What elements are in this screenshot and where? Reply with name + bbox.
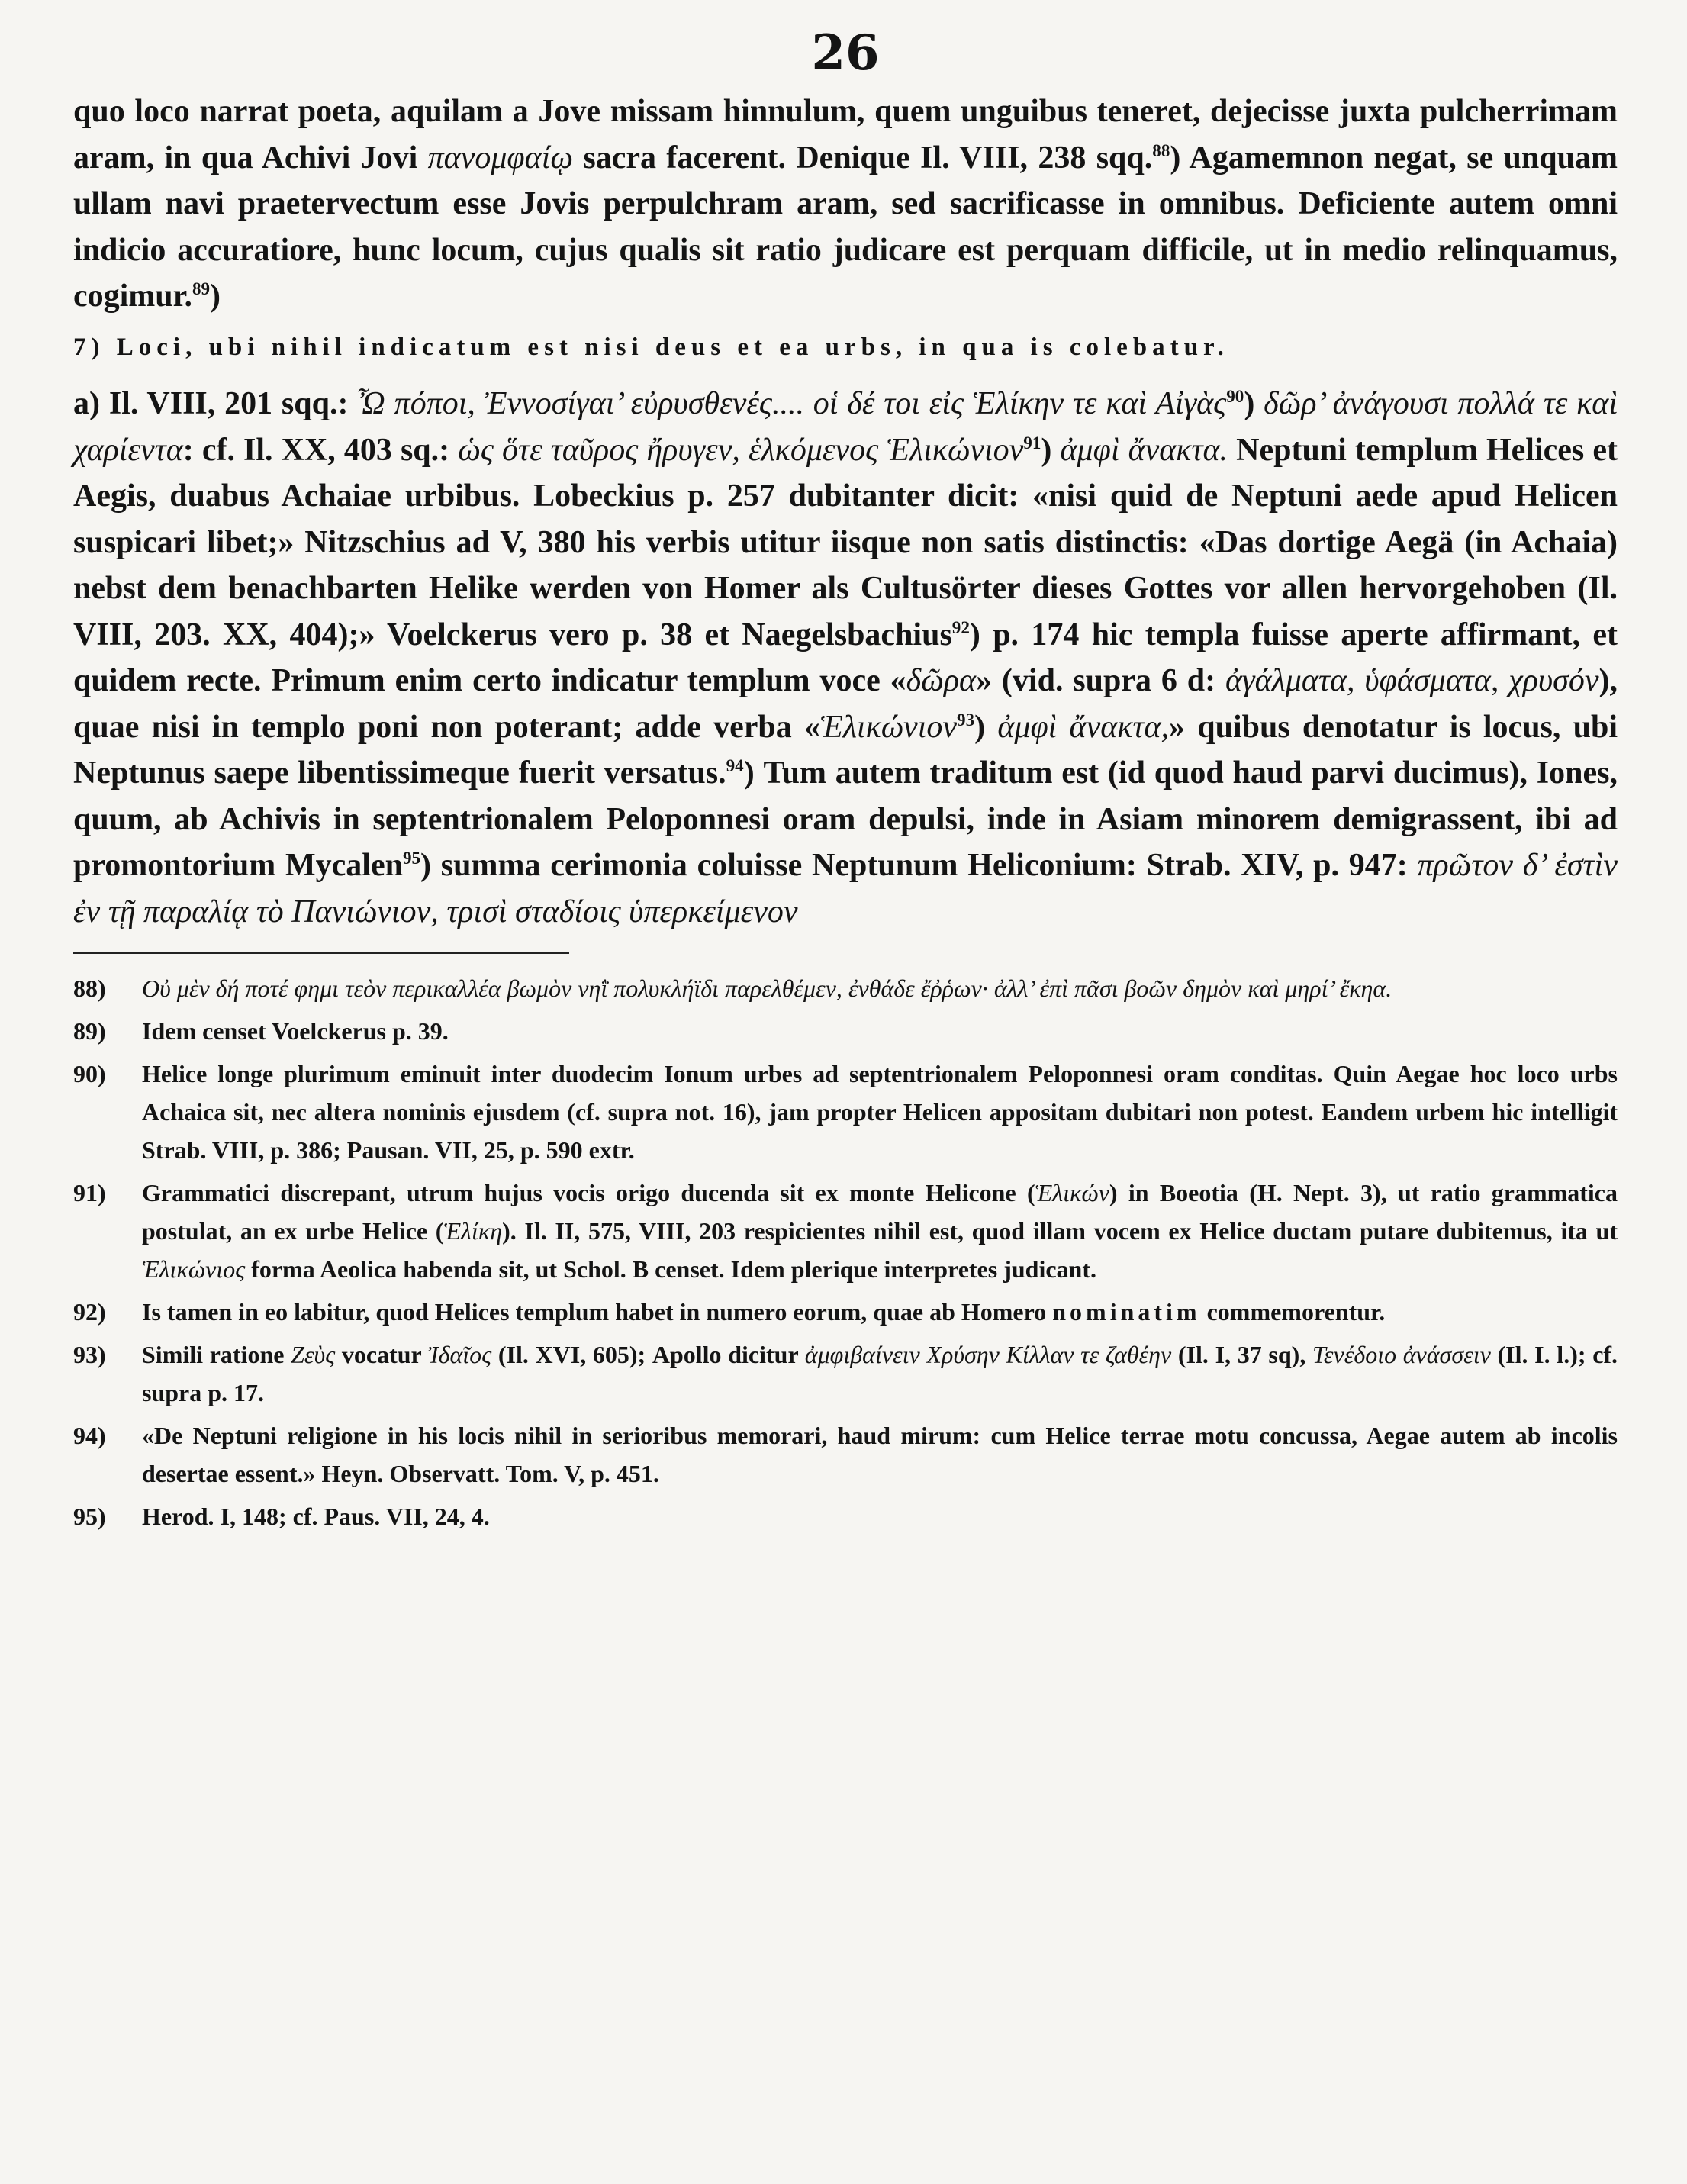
footnote-number: 93) (73, 1341, 106, 1368)
footnote-number: 89) (73, 1017, 106, 1045)
main-text (73, 89, 1618, 935)
greek-quote: Ἑλίκη (443, 1217, 503, 1245)
footnote-text (142, 1293, 1618, 1331)
footnote-ref: 92 (951, 617, 970, 637)
footnote (73, 969, 1618, 1007)
paragraph (73, 89, 1618, 320)
text-run: ) Agamemnon negat, se unquam ullam navi praetervectum esse Jovis perpulchram aram, sed sacrificasse in omnibus. Deficiente autem omni indicio accuratiore, hunc locum, cujus qualis sit ratio judicare est perquam difficile, ut in medio relinquamus, cogimur. (73, 140, 1618, 314)
footnote-ref: 94 (726, 755, 744, 775)
greek-quote: ἀγάλματα, ὑφάσματα, χρυσόν (1225, 663, 1599, 698)
footnote-number: 88) (73, 974, 106, 1002)
footnote-text (142, 1012, 1618, 1050)
text-run: commemorentur. (1200, 1298, 1386, 1326)
footnote-text (142, 1174, 1618, 1288)
text-run: ) p. 174 hic templa fuisse aperte affirmant, et quidem recte. Primum enim certo indicatur templum voce « (73, 617, 1618, 698)
text-run: ) (210, 279, 221, 314)
greek-quote: ἀμφὶ ἄνακτα, (997, 709, 1170, 745)
text-run: (Il. I. l.); cf. supra p. 17. (142, 1341, 1618, 1406)
greek-quote: Ἰδαῖος (427, 1341, 492, 1368)
greek-quote: Τενέδοιο ἀνάσσειν (1312, 1341, 1491, 1368)
text-run: 7) Loci, ubi nihil indicatum est nisi deus et ea urbs, in qua is colebatur. (73, 333, 1229, 361)
text-run: a) Il. VIII, 201 sqq.: (73, 386, 358, 421)
greek-quote: πανομφαίῳ (427, 140, 574, 176)
footnote-number: 92) (73, 1298, 106, 1326)
text-run: ) summa cerimonia coluisse Neptunum Heliconium: Strab. XIV, p. 947: (420, 848, 1418, 883)
greek-quote: ἀμφὶ ἄνακτα. (1060, 432, 1228, 468)
footnote-number: 94) (73, 1422, 106, 1449)
footnote-ref: 88 (1152, 140, 1170, 160)
text-run: Is tamen in eo labitur, quod Helices templum habet in numero eorum, quae ab Homero (142, 1298, 1053, 1326)
footnote-text (142, 1335, 1618, 1412)
paragraph (73, 381, 1618, 935)
text-run: (Il. I, 37 sq), (1171, 1341, 1312, 1368)
footnote (73, 1012, 1618, 1050)
footnote-ref: 91 (1023, 432, 1041, 453)
greek-quote: ὡς ὅτε ταῦρος ἤρυγεν, ἑλκόμενος Ἑλικώνιον (458, 432, 1024, 468)
footnote (73, 1293, 1618, 1331)
text-run: Helice longe plurimum eminuit inter duodecim Ionum urbes ad septentrionalem Peloponnesi oram conditas. Quin Aegae hoc loco urbs Achaica sit, nec altera nominis ejusdem (cf. supra not. 16), jam propter Helicen appositam dubitari non potest. Eandem urbem hic intelligit Strab. VIII, p. 386; Pausan. VII, 25, p. 590 extr. (142, 1060, 1618, 1164)
spaced-text: nominatim (1052, 1298, 1201, 1326)
text-run: » (vid. supra 6 d: (976, 663, 1225, 698)
greek-quote: Ἑλικών (1035, 1179, 1109, 1206)
text-run: ) (1041, 432, 1061, 468)
section-heading (73, 324, 1618, 371)
text-run: ). Il. II, 575, VIII, 203 respicientes nihil est, quod illam vocem ex Helice ductam putare dubitemus, ita ut (502, 1217, 1618, 1245)
text-run: Idem censet Voelckerus p. 39. (142, 1017, 449, 1045)
page-number: 26 (811, 24, 880, 82)
text-run: ) (1244, 386, 1264, 421)
greek-quote: Οὐ μὲν δή ποτέ φημι τεὸν περικαλλέα βωμὸν νηῒ πολυκλήϊδι παρελθέμεν, ἐνθάδε ἔῤῥων· ἀλλ’ ἐπὶ πᾶσι βοῶν δημὸν καὶ μηρί’ ἔκηα. (142, 974, 1392, 1002)
greek-quote: πρῶτον δ’ ἐστὶν ἐν τῇ παραλίᾳ τὸ Πανιώνιον, τρισὶ σταδίοις ὑπερκείμενον (73, 848, 1618, 929)
footnote-ref: 93 (957, 709, 975, 730)
text-run: ) in Boeotia (H. Nept. 3), ut ratio grammatica postulat, an ex urbe Helice ( (142, 1179, 1618, 1245)
text-run: Herod. I, 148; cf. Paus. VII, 24, 4. (142, 1503, 490, 1530)
text-run: Neptuni templum Helices et Aegis, duabus Achaiae urbibus. Lobeckius p. 257 dubitanter dicit: «nisi quid de Neptuni aede apud Helicen suspicari libet;» Nitzschius ad V, 380 his verbis utitur iisque non satis distinctis: «Das dortige Aegä (in Achaia) nebst dem benachbarten Helike werden von Homer als Cultusörter dieses Gottes vor allen hervorgehoben (Il. VIII, 203. XX, 404);» Voelckerus vero p. 38 et Naegelsbachius (73, 432, 1618, 652)
greek-quote: δῶρ’ ἀνάγουσι πολλά τε καὶ χαρίεντα (73, 386, 1618, 468)
footnote-text (142, 1416, 1618, 1493)
footnote-ref: 95 (402, 848, 421, 868)
text-run: ), quae nisi in templo poni non poterant; adde verba « (73, 663, 1618, 745)
footnote-text (142, 969, 1618, 1007)
footnote-number: 90) (73, 1060, 106, 1087)
footnote-ref: 89 (192, 279, 211, 298)
footnote (73, 1055, 1618, 1169)
text-run: quo loco narrat poeta, aquilam a Jove missam hinnulum, quem unguibus teneret, dejecisse juxta pulcherrimam aram, in qua Achivi Jovi (73, 94, 1618, 176)
text-run: forma Aeolica habenda sit, ut Schol. B censet. Idem plerique interpretes judicant. (245, 1255, 1096, 1283)
greek-quote: δῶρα (906, 663, 977, 698)
text-run: vocatur (335, 1341, 428, 1368)
text-run: ) Tum autem traditum est (id quod haud parvi ducimus), Iones, quum, ab Achivis in septentrionalem Peloponnesi oram depulsi, inde in Asiam minorem demigrassent, ibi ad promontorium Mycalen (73, 755, 1618, 883)
greek-quote: ἀμφιβαίνειν Χρύσην Κίλλαν τε ζαθέην (804, 1341, 1172, 1368)
footnote (73, 1416, 1618, 1493)
footnotes (73, 969, 1618, 1535)
greek-quote: Ὦ πόποι, Ἐννοσίγαι’ εὐρυσθενές.... οἱ δέ τοι εἰς Ἑλίκην τε καὶ Αἰγὰς (357, 386, 1227, 421)
footnote (73, 1174, 1618, 1288)
footnote-text (142, 1055, 1618, 1169)
footnote (73, 1335, 1618, 1412)
greek-quote: Ἑλικώνιον (819, 709, 958, 745)
text-run: » quibus denotatur is locus, ubi Neptunus saepe libentissimeque fuerit versatus. (73, 709, 1618, 791)
footnote-text (142, 1497, 1618, 1535)
text-run: : cf. Il. XX, 403 sq.: (182, 432, 459, 468)
text-run: sacra facerent. Denique Il. VIII, 238 sqq. (573, 140, 1153, 176)
footnote-number: 95) (73, 1503, 106, 1530)
greek-quote: Ἑλικώνιος (142, 1255, 246, 1283)
text-run: ) (974, 709, 998, 745)
text-run: «De Neptuni religione in his locis nihil in serioribus memorari, haud mirum: cum Helice terrae motu concussa, Aegae autem ab incolis desertae essent.» Heyn. Observatt. Tom. V, p. 451. (142, 1422, 1618, 1487)
footnote-separator (73, 952, 569, 954)
text-run: (Il. XVI, 605); Apollo dicitur (491, 1341, 805, 1368)
footnote (73, 1497, 1618, 1535)
footnote-number: 91) (73, 1179, 106, 1206)
text-run: Simili ratione (142, 1341, 291, 1368)
footnote-ref: 90 (1226, 386, 1244, 406)
greek-quote: Ζεὺς (291, 1341, 336, 1368)
text-run: Grammatici discrepant, utrum hujus vocis origo ducenda sit ex monte Helicone ( (142, 1179, 1035, 1206)
page (73, 23, 1618, 1540)
